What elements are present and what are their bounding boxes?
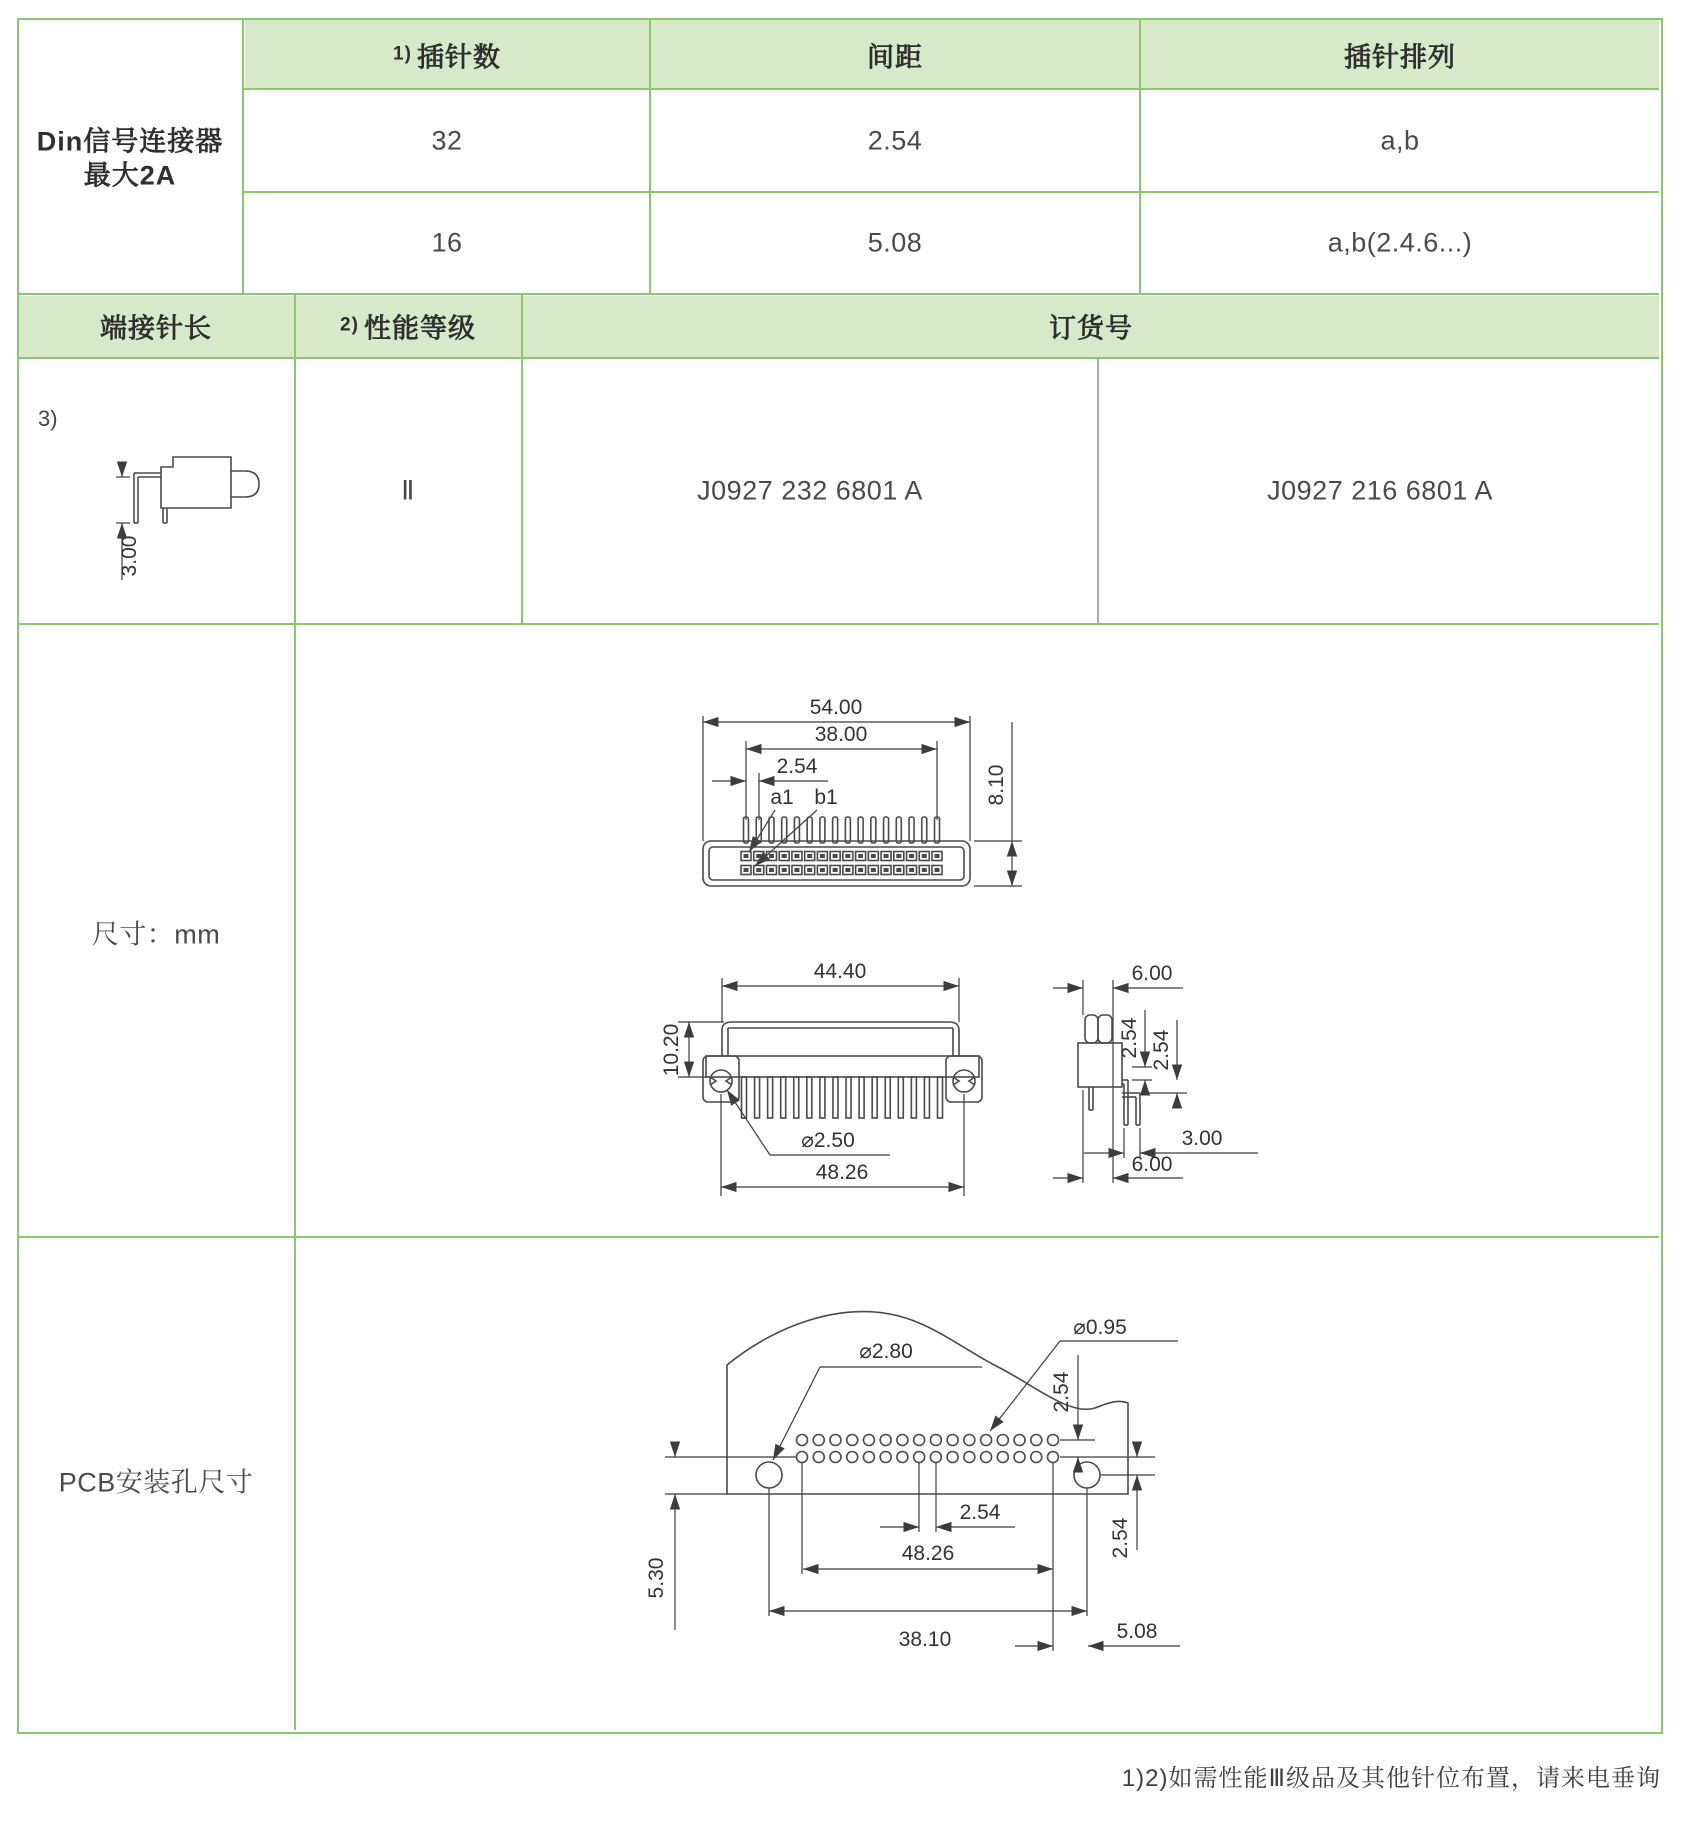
grid-v-line [242,18,244,295]
dim-6.00-top: 6.00 [1131,962,1173,985]
header-pitch: 间距 [867,42,923,73]
cell-pitch-row1: 2.54 [867,125,923,156]
bottom-pins [742,1077,943,1118]
cell-pins-row1: 32 [431,125,463,156]
dim-10.20: 10.20 [660,1023,683,1077]
front-view-drawing [560,690,1080,920]
dim-54: 54.00 [809,696,863,719]
mating-pin-outline [231,471,259,497]
pcb-mount-hole-left [756,1462,782,1488]
dim-2.54-pitch: 2.54 [776,755,818,778]
pin-cap [1085,1015,1098,1043]
product-title-line2: 最大2A [83,160,177,191]
dim-hole-dia: ⌀2.50 [801,1129,855,1152]
grid-v-line [649,18,651,295]
mounting-hole-left [710,1070,732,1092]
cell-order-number-16: J0927 216 6801 A [1267,475,1493,506]
product-title-line1: Din信号连接器 [36,126,224,157]
dim-pitch: 2.54 [959,1501,1001,1524]
dim-pin-hole-dia: ⌀0.95 [1073,1316,1127,1339]
row-b-contacts [741,866,942,875]
order-cell-divider [1097,359,1099,623]
dim-2.54-b: 2.54 [1150,1029,1173,1071]
dim-mount-row-gap: 2.54 [1109,1517,1132,1559]
header-order-number: 订货号 [1049,313,1133,344]
dim-mount-span: 38.10 [898,1628,952,1651]
grid-h-line [243,191,1659,193]
pcb-row-b-holes [797,1452,1059,1463]
cell-pins-row2: 16 [431,227,463,258]
dim-hole-row-span: 48.26 [901,1542,955,1565]
grid-v-line [1139,18,1141,295]
cell-order-number-32: J0927 232 6801 A [697,475,923,506]
dim-38: 38.00 [814,723,868,746]
label-a1: a1 [770,786,794,809]
dim-row-gap: 2.54 [1050,1371,1073,1413]
pin-length-drawing [60,380,260,610]
connector-body-outline [161,457,231,508]
svg-text:3.00: 3.00 [118,535,141,577]
header-grade: $^{2)}$ 性能等级 [340,313,476,344]
shroud-outline [722,1022,959,1056]
grid-v-line [521,294,523,624]
dim-3.00: 3.00 [1181,1127,1223,1150]
cell-arrangement-row1: a,b [1380,125,1420,156]
header-pin-length: 端接针长 [100,313,212,344]
base-plate [706,1056,979,1077]
dim-6.00-bottom: 6.00 [1131,1153,1173,1176]
cell-arrangement-row2: a,b(2.4.6...) [1327,227,1473,258]
grid-h-line [243,88,1659,90]
mounting-hole-right [953,1070,975,1092]
cell-grade: Ⅱ [401,475,415,506]
dim-edge-gap: 5.30 [645,1557,668,1599]
cell-pitch-row2: 5.08 [867,227,923,258]
pcb-row-a-holes [797,1435,1059,1446]
pcb-label: PCB安装孔尺寸 [58,1467,254,1498]
grid-v-line [294,294,296,1730]
footnote-ref-2: 2) [340,314,359,336]
bent-legs [1122,1080,1140,1125]
header-pin-count: $^{1)}$ 插针数 [393,42,501,73]
grid-h-line [17,293,1659,295]
label-b1: b1 [814,786,838,809]
side-body [1078,1043,1122,1087]
footnote: 1)2)如需性能Ⅲ级品及其他针位布置，请来电垂询 [1121,1765,1661,1792]
header-arrangement: 插针排列 [1344,42,1456,73]
bent-pcb-legs [134,473,167,523]
dim-8.10: 8.10 [985,764,1008,806]
dim-mount-dia: ⌀2.80 [859,1340,913,1363]
grid-h-line [17,623,1659,625]
footnote-ref-3: 3) [38,406,58,431]
dimensions-label: 尺寸：mm [91,919,221,950]
dim-2.54-a: 2.54 [1118,1017,1141,1059]
dim-offset: 5.08 [1116,1620,1158,1643]
pcb-drawing [560,1150,1220,1690]
dim-48.26: 48.26 [815,1161,869,1184]
dim-44.40: 44.40 [813,960,867,983]
top-pins [744,817,940,843]
footnote-ref-1: 1) [393,43,412,65]
row-a-contacts [741,852,942,861]
grid-h-line [17,357,1659,359]
